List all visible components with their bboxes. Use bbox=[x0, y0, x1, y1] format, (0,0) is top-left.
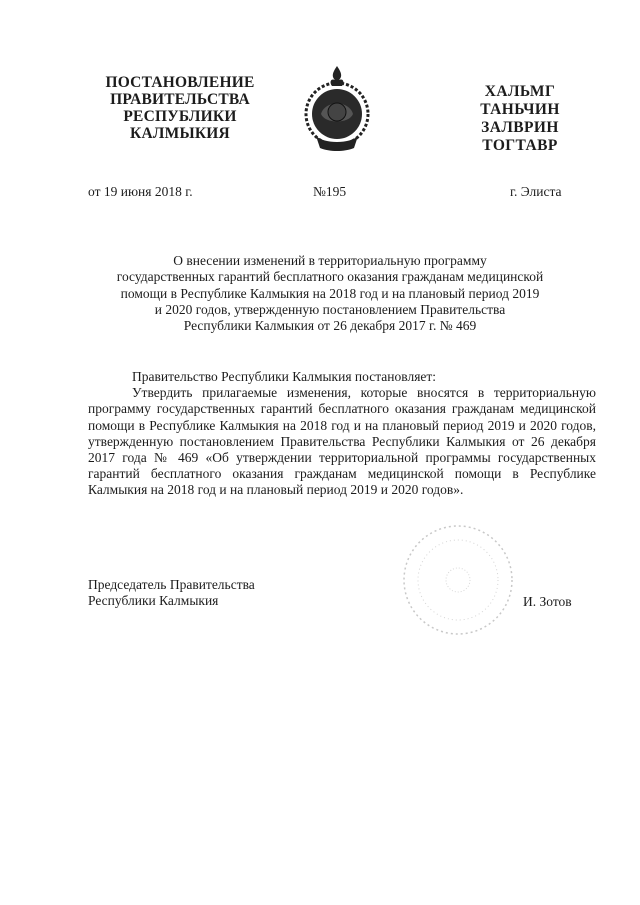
document-title bbox=[80, 253, 580, 334]
body-main-paragraph: Утвердить прилагаемые изменения, которые вносятся в территориальную программу государственных гарантий бесплатного оказания гражданам медицинской помощи в Республике Калмыкия на 2018 год и на плановый период 2019 и 2020 годов, утвержденную постановлением Правительства Республики Калмыкия от 26 декабря 2017 года № 469 «Об утверждении территориальной программы государственных гарантий бесплатного оказания гражданам медицинской помощи в Республике Калмыкия на 2018 год и на плановый период 2019 и 2020 годов». bbox=[88, 385, 596, 498]
issuer-header-line: ЗАЛВРИН bbox=[481, 119, 559, 136]
issuer-header-line: ПРАВИТЕЛЬСТВА bbox=[110, 91, 250, 108]
document-number: №195 bbox=[313, 184, 347, 199]
title-line: О внесении изменений в территориальную программу bbox=[173, 253, 487, 268]
signatory-position-line: Председатель Правительства bbox=[88, 577, 255, 592]
issuer-header-line: ХАЛЬМГ bbox=[484, 83, 556, 100]
coat-of-arms-icon bbox=[298, 62, 376, 154]
title-line: государственных гарантий бесплатного оказания гражданам медицинской bbox=[116, 269, 544, 285]
document-city: г. Элиста bbox=[510, 184, 562, 199]
seal-stamp-icon bbox=[398, 520, 518, 640]
body-intro: Правительство Республики Калмыкия постановляет: bbox=[132, 369, 437, 384]
document-date: от 19 июня 2018 г. bbox=[88, 184, 193, 199]
title-line: Республики Калмыкия от 26 декабря 2017 г. № 469 bbox=[183, 318, 477, 334]
document-body bbox=[88, 369, 596, 499]
issuer-header-line: ТОГТАВР bbox=[482, 137, 558, 154]
issuer-header-line: ПОСТАНОВЛЕНИЕ bbox=[105, 74, 255, 91]
title-line: и 2020 годов, утвержденную постановлением Правительства bbox=[154, 301, 506, 317]
issuer-header-russian bbox=[95, 74, 265, 142]
signatory-name: И. Зотов bbox=[523, 594, 572, 609]
signatory-position-line: Республики Калмыкия bbox=[88, 593, 219, 609]
signatory-position bbox=[88, 577, 318, 610]
title-line: помощи в Республике Калмыкия на 2018 год и на плановый период 2019 bbox=[120, 285, 540, 301]
issuer-header-kalmyk bbox=[455, 83, 585, 155]
issuer-header-line: РЕСПУБЛИКИ bbox=[123, 108, 237, 125]
issuer-header-line: ТАНЬЧИН bbox=[480, 101, 560, 118]
issuer-header-line: КАЛМЫКИЯ bbox=[130, 125, 230, 142]
